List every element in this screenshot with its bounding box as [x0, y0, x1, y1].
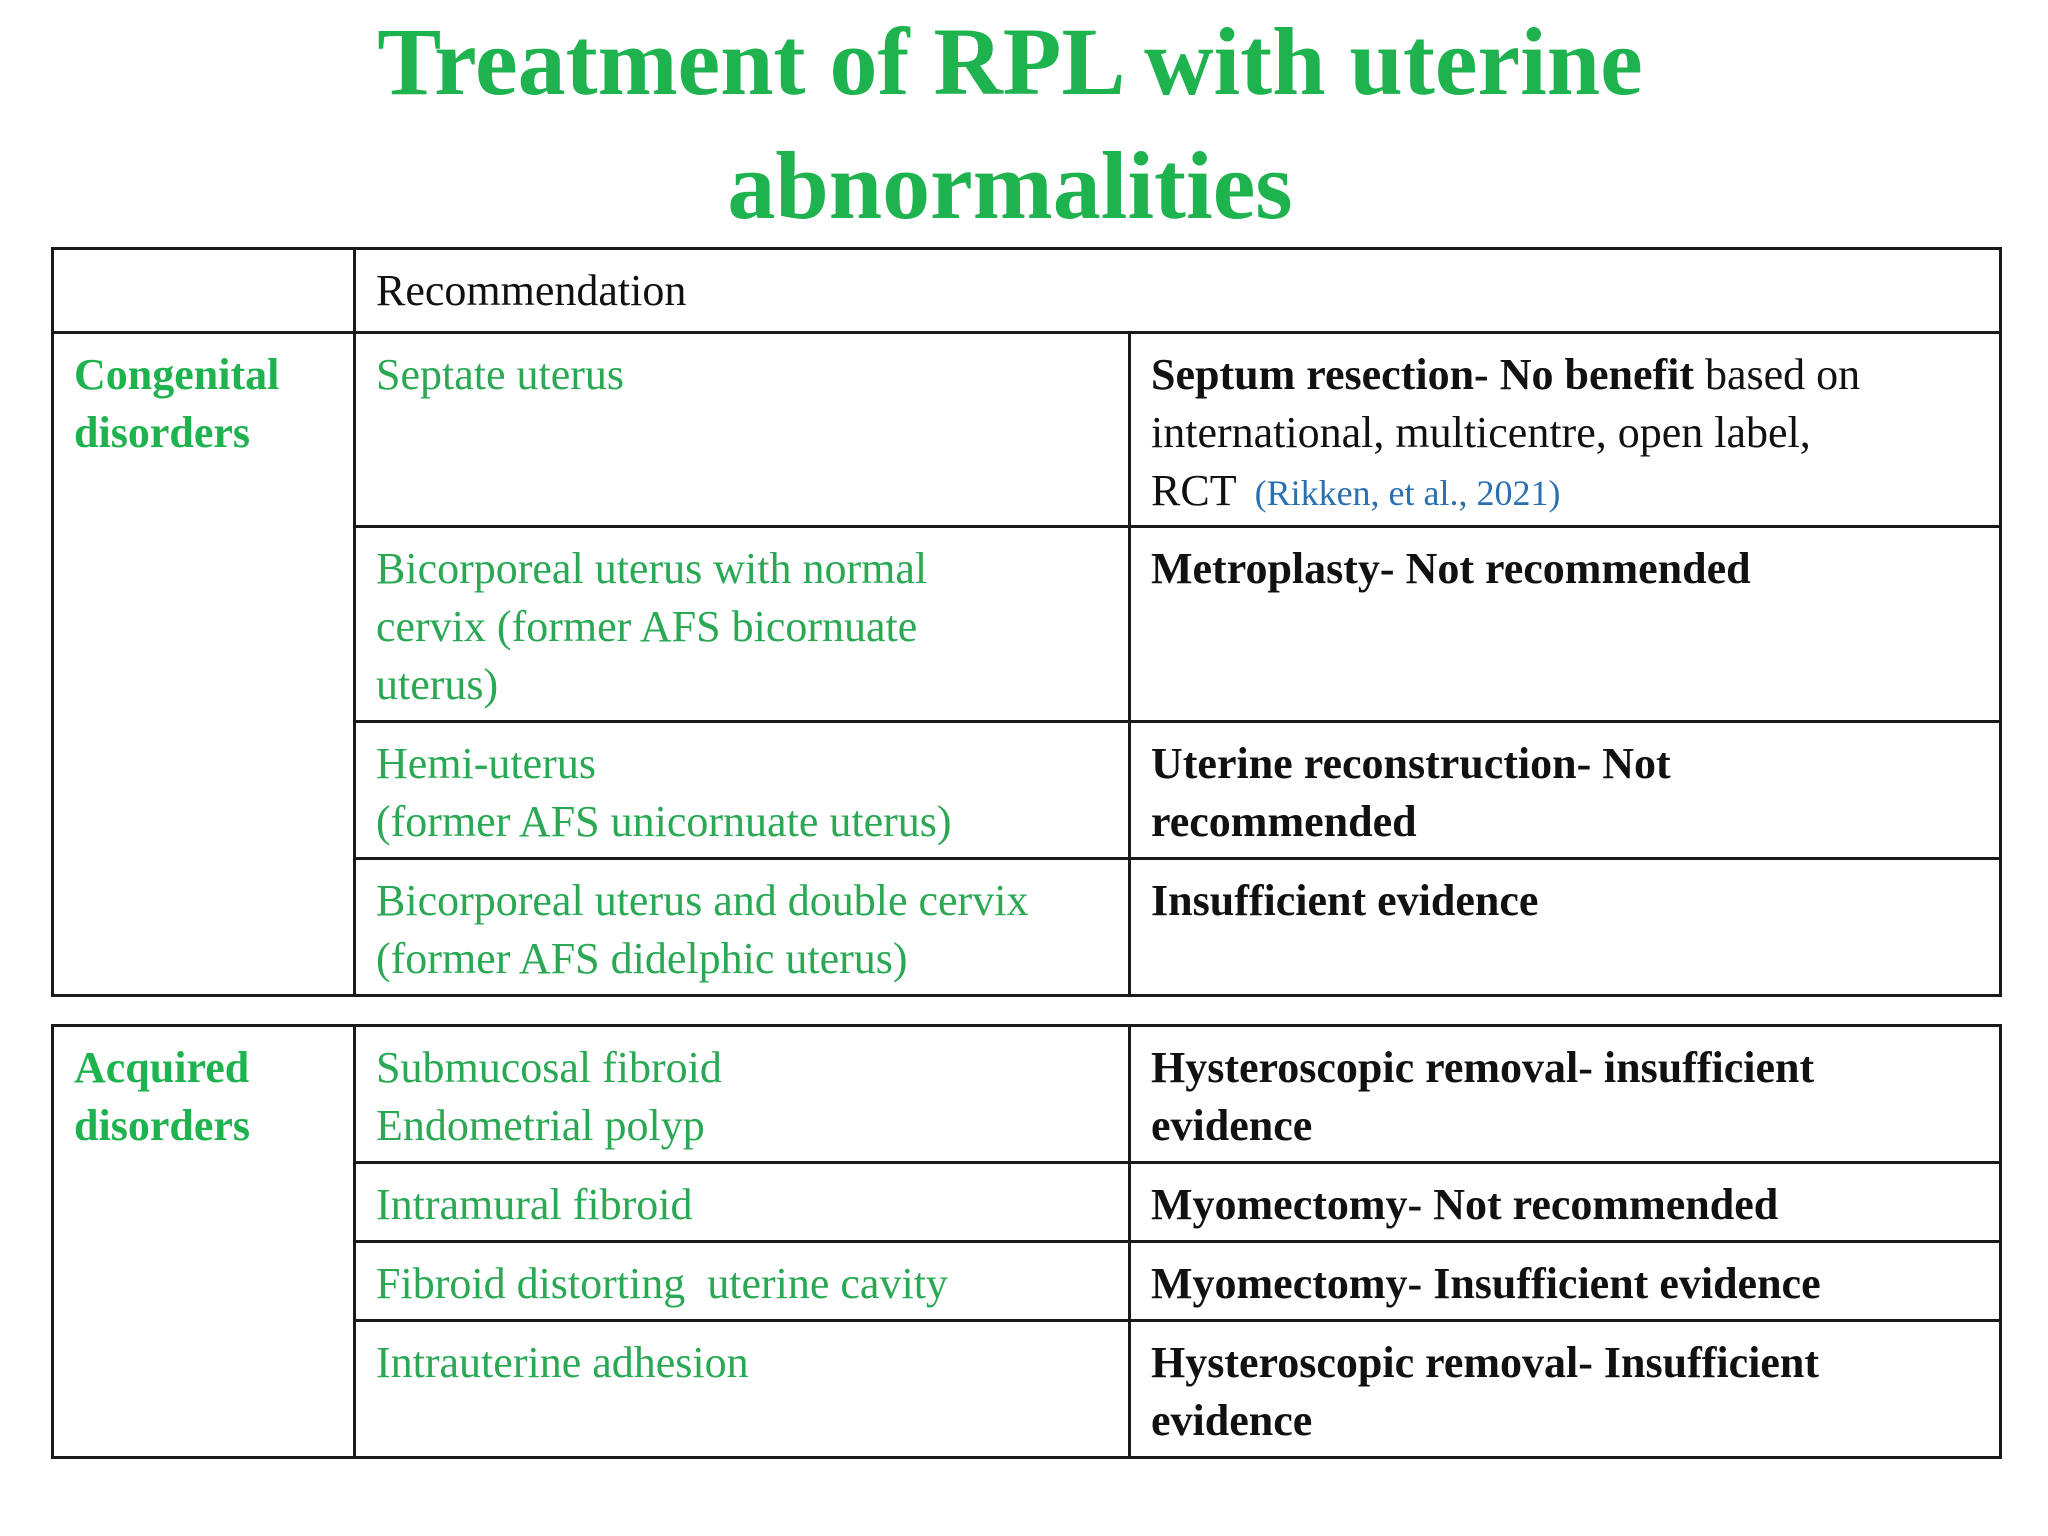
condition-text: Bicorporeal uterus with normal: [376, 544, 928, 593]
recommendation-text: international, multicentre, open label,: [1151, 408, 1811, 457]
category-congenital: [53, 333, 355, 996]
condition-cell: [355, 859, 1130, 996]
condition-cell: [355, 1321, 1130, 1458]
condition-text: Bicorporeal uterus and double cervix: [376, 876, 1029, 925]
condition-cell: [355, 1026, 1130, 1163]
recommendation-bold: Metroplasty- Not recommended: [1151, 544, 1751, 593]
condition-text: Submucosal fibroid: [376, 1043, 722, 1092]
recommendation-text: RCT: [1151, 466, 1237, 515]
recommendation-bold: evidence: [1151, 1396, 1313, 1445]
condition-text: (former AFS unicornuate uterus): [376, 797, 952, 846]
recommendation-cell: [1130, 1026, 2001, 1163]
category-label: disorders: [74, 408, 250, 457]
recommendation-bold: Uterine reconstruction- Not: [1151, 739, 1671, 788]
category-label: disorders: [74, 1101, 250, 1150]
table-row: [53, 1026, 2001, 1163]
recommendation-bold: Myomectomy- Not recommended: [1151, 1180, 1779, 1229]
condition-text: Endometrial polyp: [376, 1101, 705, 1150]
table-row: [53, 333, 2001, 527]
recommendation-cell: [1130, 1242, 2001, 1321]
recommendation-bold: Myomectomy- Insufficient evidence: [1151, 1259, 1821, 1308]
condition-cell: [355, 722, 1130, 859]
recommendation-bold: recommended: [1151, 797, 1417, 846]
page-title: [0, 0, 2020, 248]
header-label: Recommendation: [376, 266, 687, 315]
recommendation-cell: [1130, 859, 2001, 996]
condition-text: Intrauterine adhesion: [376, 1338, 749, 1387]
condition-cell: [355, 1242, 1130, 1321]
recommendation-text: based on: [1694, 350, 1861, 399]
condition-cell: [355, 333, 1130, 527]
condition-cell: [355, 527, 1130, 722]
condition-text: uterus): [376, 660, 499, 709]
recommendation-cell: [1130, 333, 2001, 527]
title-line-1: Treatment of RPL with uterine: [377, 8, 1643, 115]
condition-cell: [355, 1163, 1130, 1242]
acquired-table: [51, 1024, 2002, 1459]
condition-text: (former AFS didelphic uterus): [376, 934, 908, 983]
category-label: Congenital: [74, 350, 280, 399]
category-acquired: [53, 1026, 355, 1458]
recommendation-cell: [1130, 1163, 2001, 1242]
congenital-table: [51, 247, 2002, 997]
table-header-row: [53, 249, 2001, 333]
recommendation-bold: Hysteroscopic removal- Insufficient: [1151, 1338, 1820, 1387]
condition-text: Fibroid distorting uterine cavity: [376, 1259, 948, 1308]
recommendation-bold: Hysteroscopic removal- insufficient: [1151, 1043, 1815, 1092]
header-recommendation: [355, 249, 2001, 333]
condition-text: Intramural fibroid: [376, 1180, 693, 1229]
recommendation-cell: [1130, 1321, 2001, 1458]
recommendation-bold: evidence: [1151, 1101, 1313, 1150]
recommendation-cell: [1130, 722, 2001, 859]
condition-text: Hemi-uterus: [376, 739, 596, 788]
recommendation-bold: Septum resection- No benefit: [1151, 350, 1694, 399]
condition-text: Septate uterus: [376, 350, 625, 399]
recommendation-bold: Insufficient evidence: [1151, 876, 1539, 925]
condition-text: cervix (former AFS bicornuate: [376, 602, 918, 651]
category-label: Acquired: [74, 1043, 250, 1092]
citation: (Rikken, et al., 2021): [1254, 473, 1561, 513]
recommendation-cell: [1130, 527, 2001, 722]
title-line-2: abnormalities: [727, 132, 1293, 239]
header-empty-cell: [53, 249, 355, 333]
